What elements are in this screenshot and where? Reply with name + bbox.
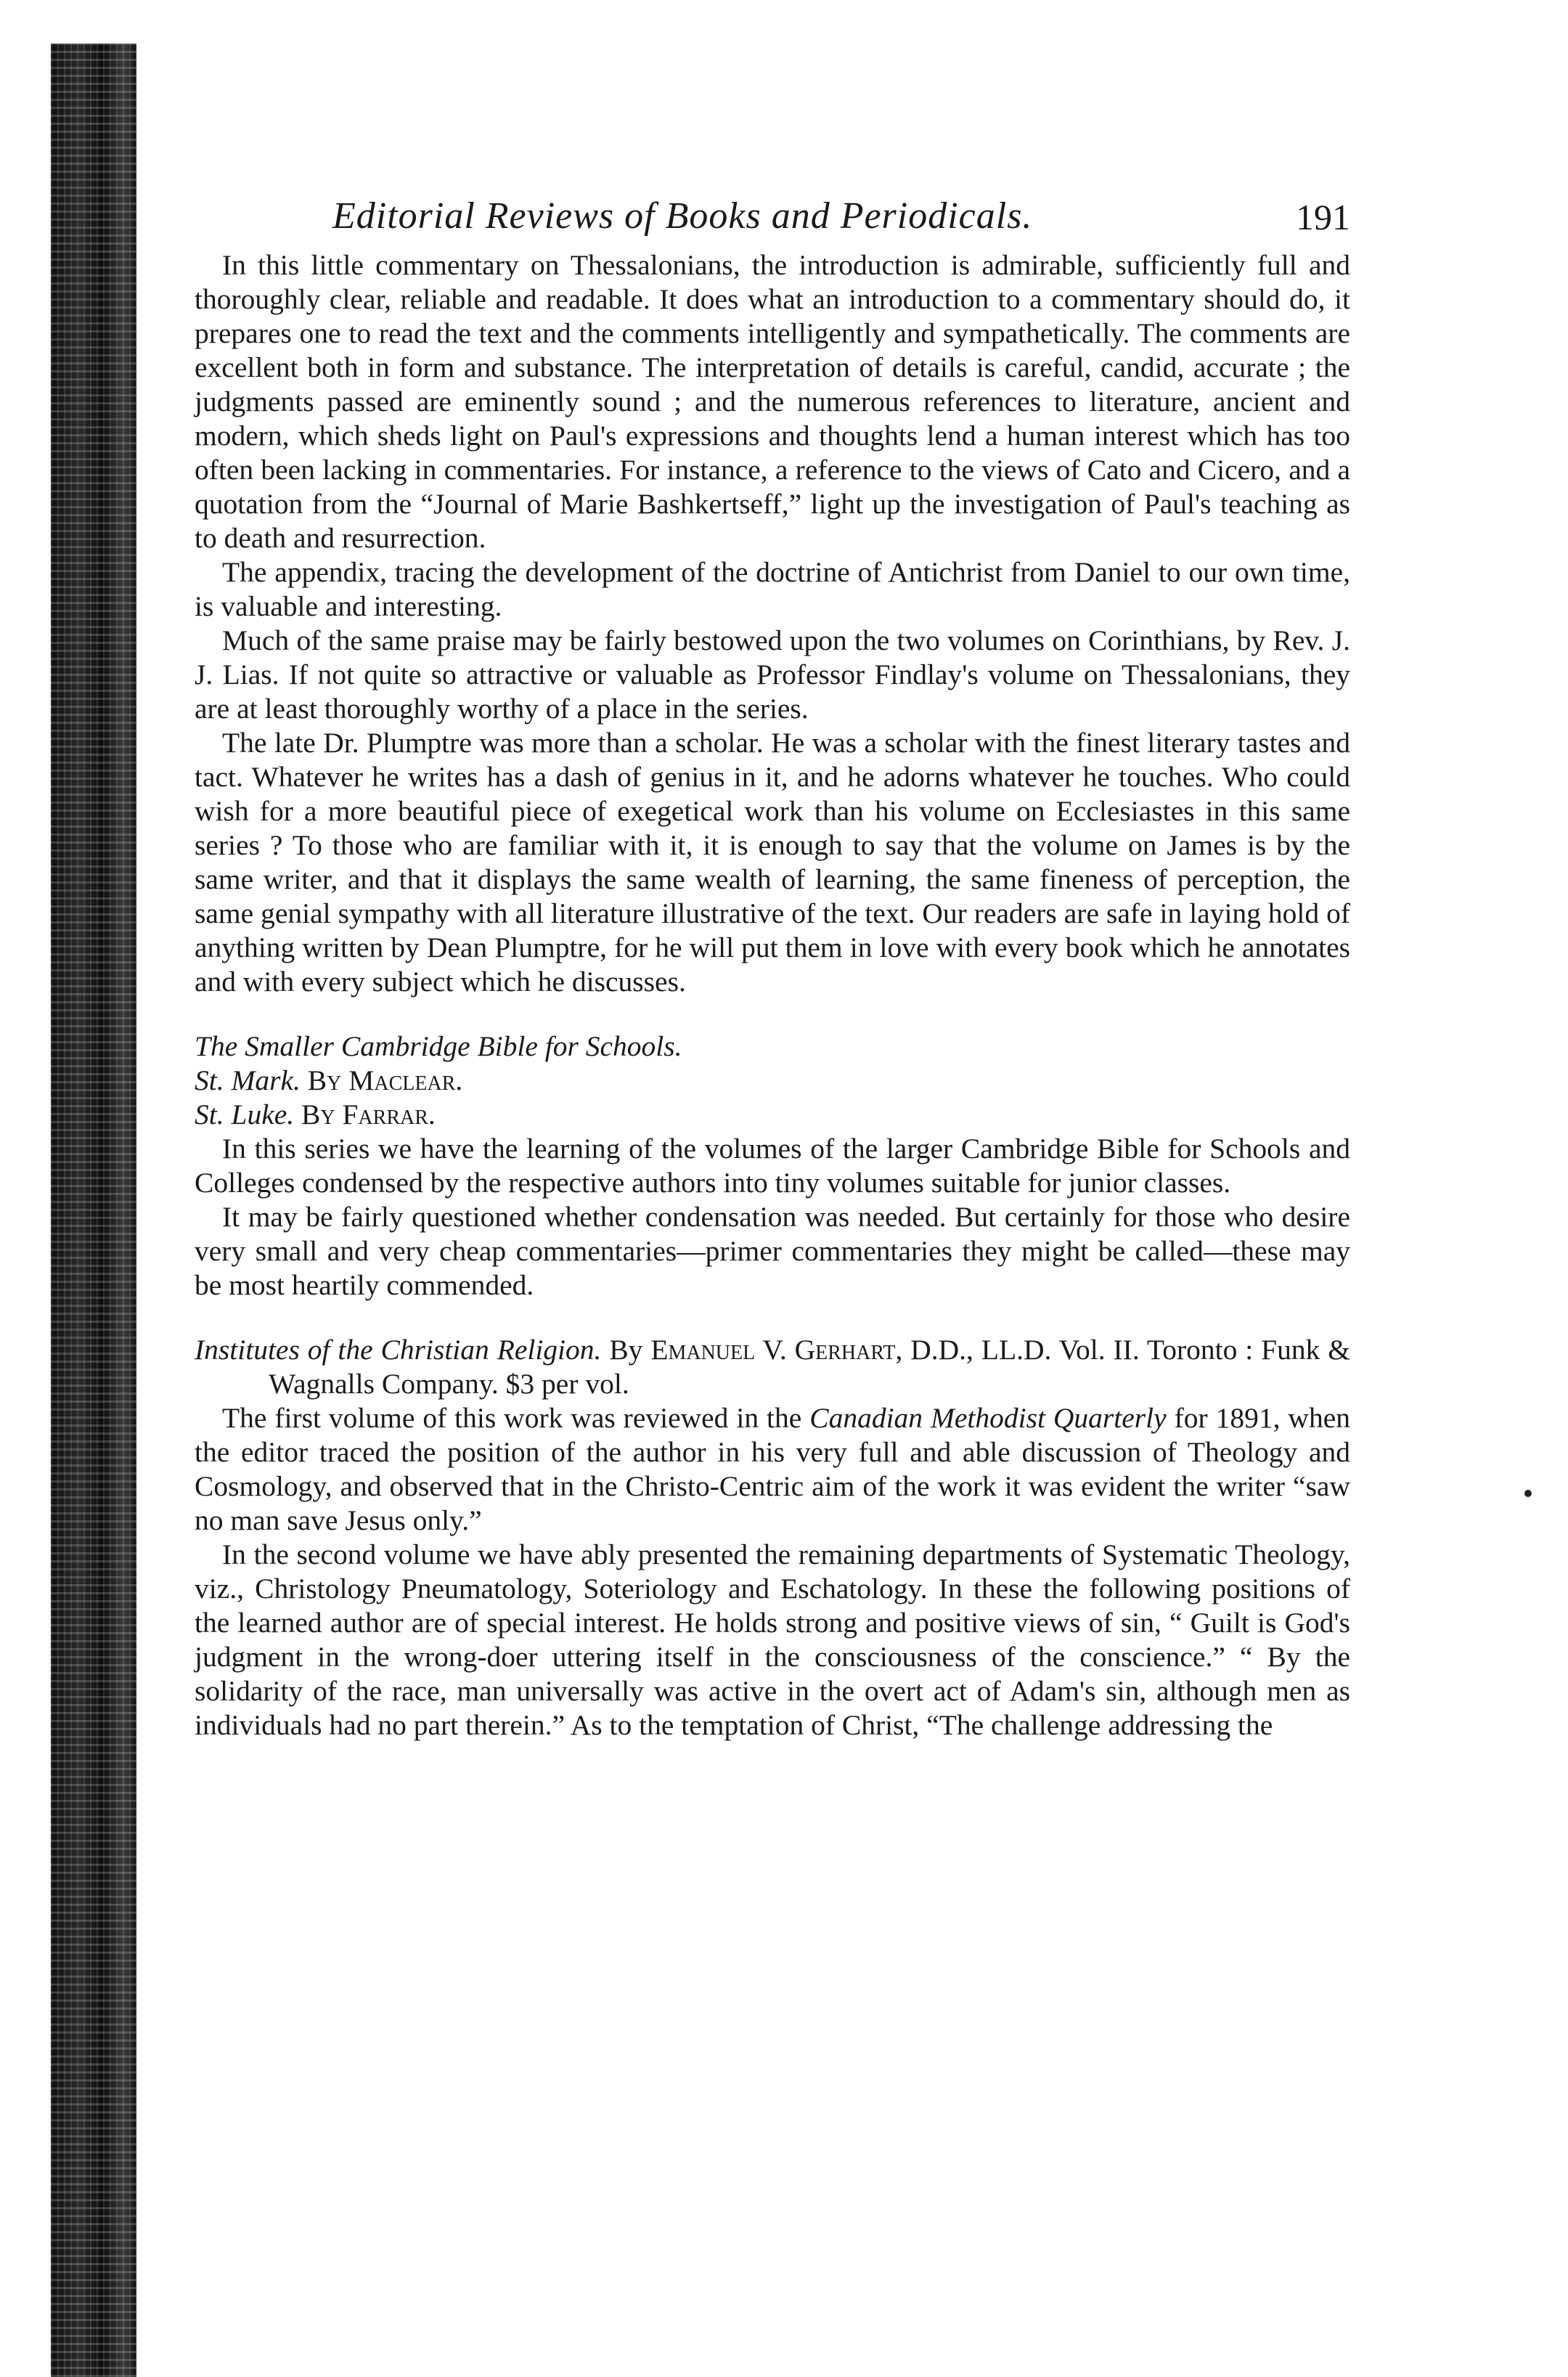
text-run: The first volume of this work was reviewed in the (222, 1402, 802, 1434)
book-title: Institutes of the Christian Religion. (195, 1334, 602, 1366)
binding-edge (51, 44, 136, 2377)
running-title: Editorial Reviews of Books and Periodicals. (332, 195, 1033, 237)
series-title: The Smaller Cambridge Bible for Schools. (195, 1030, 682, 1062)
review-heading (195, 1333, 1350, 1401)
article-body (195, 248, 1350, 1742)
page-number: 191 (1296, 197, 1350, 237)
book-author: Farrar. (342, 1098, 436, 1130)
book-title: St. Mark. (195, 1064, 301, 1096)
paragraph: It may be fairly questioned whether condensation was needed. But certainly for those who desire very small and very cheap commentaries—primer commentaries they might be called—these may be most heartily commended. (195, 1201, 1350, 1301)
by-word: By (609, 1334, 643, 1366)
journal-title: Canadian Methodist Quarterly (809, 1402, 1167, 1434)
paragraph: In this little commentary on Thessalonians, the introduction is admirable, sufficiently full and thoroughly clear, reliable and readable. It does what an introduction to a commentary should do, it prepares one to read the text and the comments intelligently and sympathetically. The comments are excellent both in form and substance. The interpretation of details is careful, candid, accurate ; the judgments passed are eminently sound ; and the numerous references to literature, ancient and modern, which sheds light on Paul's expressions and thoughts lend a human interest which has too often been lacking in commentaries. For instance, a reference to the views of Cato and Cicero, and a quotation from the “Journal of Marie Bashkertseff,” light up the investigation of Paul's teaching as to death and resurrection. (195, 249, 1350, 554)
running-head (195, 187, 1350, 245)
book-author: Emanuel V. Gerhart, D.D., LL.D. (650, 1334, 1052, 1366)
paragraph: The late Dr. Plumptre was more than a scholar. He was a scholar with the finest literary tastes and tact. Whatever he writes has a dash of genius in it, and he adorns whatever he touches. Who could wish for a more beautiful piece of exegetical work than his volume on Ecclesiastes in this same series ? To those who are familiar with it, it is enough to say that the volume on James is by the same writer, and that it displays the same wealth of learning, the same fineness of perception, the same genial sympathy with all literature illustrative of the text. Our readers are safe in laying hold of anything written by Dean Plumptre, for he will put them in love with every book which he annotates and with every subject which he discusses. (195, 727, 1350, 998)
paragraph (195, 1401, 1350, 1538)
page (195, 187, 1350, 1742)
review-subheading (195, 1064, 1350, 1098)
review-heading (195, 1030, 1350, 1064)
review-subheading (195, 1098, 1350, 1132)
ink-speck (1524, 1490, 1532, 1497)
paragraph: In this series we have the learning of the volumes of the larger Cambridge Bible for Schools and Colleges condensed by the respective authors into tiny volumes suitable for junior classes. (195, 1133, 1350, 1199)
book-title: St. Luke. (195, 1098, 295, 1130)
by-word: By (301, 1098, 335, 1130)
text-run: for 1891, when the editor traced the position of the author in his very full and able discussion of Theology and Cosmology, and observed that in the Christo-Centric aim of the work it was evident the writer “saw no man save Jesus only.” (195, 1402, 1350, 1536)
publication-details: Vol. II. Toronto : Funk & Wagnalls Company. $3 per vol. (269, 1334, 1351, 1400)
paragraph: The appendix, tracing the development of the doctrine of Antichrist from Daniel to our own time, is valuable and interesting. (195, 556, 1350, 622)
paragraph: In the second volume we have ably presented the remaining departments of Systematic Theology, viz., Christology Pneumatology, Soteriology and Eschatology. In these the following positions of the learned author are of special interest. He holds strong and positive views of sin, “ Guilt is God's judgment in the wrong-doer uttering itself in the consciousness of the conscience.” “ By the solidarity of the race, man universally was active in the overt act of Adam's sin, although men as individuals had no part therein.” As to the temptation of Christ, “The challenge addressing the (195, 1538, 1350, 1741)
book-author: Maclear. (348, 1064, 463, 1096)
paragraph: Much of the same praise may be fairly bestowed upon the two volumes on Corinthians, by Rev. J. J. Lias. If not quite so attractive or valuable as Professor Findlay's volume on Thessalonians, they are at least thoroughly worthy of a place in the series. (195, 624, 1350, 725)
by-word: By (307, 1064, 342, 1096)
